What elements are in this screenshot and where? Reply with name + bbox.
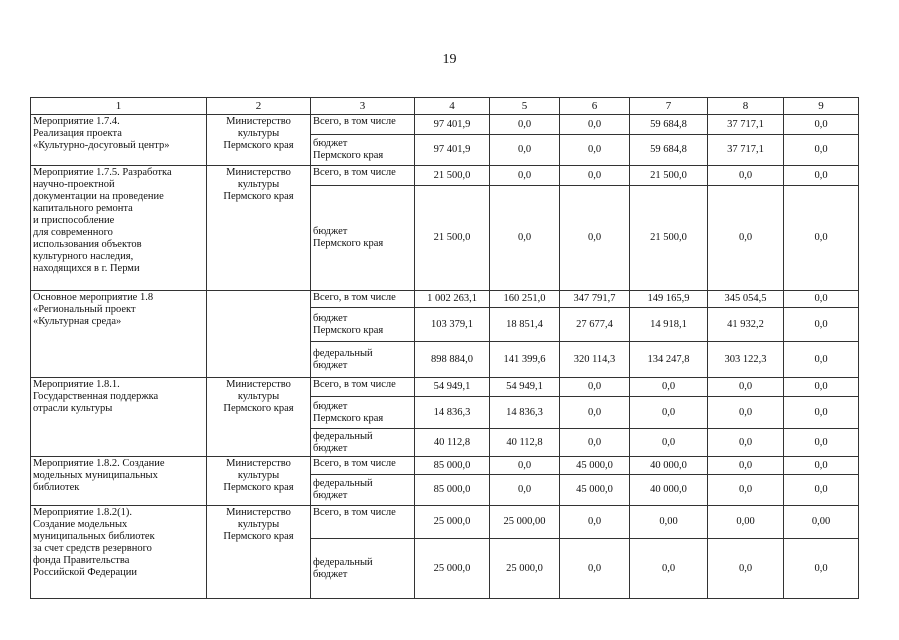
value-cell: 0,0 xyxy=(490,135,560,166)
value-cell: 18 851,4 xyxy=(490,308,560,342)
header-cell: 1 xyxy=(31,98,207,115)
value-cell: 0,0 xyxy=(560,397,630,429)
value-cell: 0,0 xyxy=(630,539,708,599)
funding-source-cell: федеральный бюджет xyxy=(311,475,415,506)
value-cell: 0,00 xyxy=(630,506,708,539)
value-cell: 25 000,0 xyxy=(415,506,490,539)
value-cell: 0,0 xyxy=(784,539,859,599)
value-cell: 25 000,0 xyxy=(490,539,560,599)
value-cell: 0,0 xyxy=(784,429,859,457)
value-cell: 14 836,3 xyxy=(415,397,490,429)
funding-source-cell: Всего, в том числе xyxy=(311,506,415,539)
header-cell: 9 xyxy=(784,98,859,115)
value-cell: 0,0 xyxy=(560,186,630,291)
value-cell: 160 251,0 xyxy=(490,291,560,308)
activity-name-cell: Мероприятие 1.8.1. Государственная поддержка отрасли культуры xyxy=(31,378,207,457)
header-cell: 5 xyxy=(490,98,560,115)
header-cell: 7 xyxy=(630,98,708,115)
header-cell: 2 xyxy=(207,98,311,115)
value-cell: 0,00 xyxy=(708,506,784,539)
value-cell: 27 677,4 xyxy=(560,308,630,342)
value-cell: 40 112,8 xyxy=(490,429,560,457)
value-cell: 0,0 xyxy=(560,135,630,166)
value-cell: 41 932,2 xyxy=(708,308,784,342)
value-cell: 37 717,1 xyxy=(708,135,784,166)
value-cell: 0,0 xyxy=(490,475,560,506)
table-row xyxy=(31,115,859,135)
value-cell: 97 401,9 xyxy=(415,115,490,135)
value-cell: 54 949,1 xyxy=(490,378,560,397)
value-cell: 97 401,9 xyxy=(415,135,490,166)
value-cell: 25 000,0 xyxy=(415,539,490,599)
value-cell: 0,0 xyxy=(560,115,630,135)
value-cell: 0,0 xyxy=(708,166,784,186)
table-row xyxy=(31,291,859,308)
funding-source-cell: бюджет Пермского края xyxy=(311,135,415,166)
header-cell: 8 xyxy=(708,98,784,115)
value-cell: 40 000,0 xyxy=(630,475,708,506)
value-cell: 345 054,5 xyxy=(708,291,784,308)
value-cell: 59 684,8 xyxy=(630,135,708,166)
table-row xyxy=(31,457,859,475)
funding-source-cell: Всего, в том числе xyxy=(311,166,415,186)
value-cell: 14 836,3 xyxy=(490,397,560,429)
value-cell: 37 717,1 xyxy=(708,115,784,135)
funding-source-cell: федеральный бюджет xyxy=(311,429,415,457)
value-cell: 45 000,0 xyxy=(560,475,630,506)
header-cell: 4 xyxy=(415,98,490,115)
value-cell: 85 000,0 xyxy=(415,475,490,506)
activity-name-cell: Мероприятие 1.7.4. Реализация проекта «Культурно-досуговый центр» xyxy=(31,115,207,166)
value-cell: 0,0 xyxy=(784,291,859,308)
value-cell: 21 500,0 xyxy=(630,186,708,291)
activity-name-cell: Мероприятие 1.8.2(1). Создание модельных муниципальных библиотек за счет средств резервного фонда Правительства Российской Федерации xyxy=(31,506,207,599)
value-cell: 149 165,9 xyxy=(630,291,708,308)
value-cell: 0,0 xyxy=(490,166,560,186)
page-number: 19 xyxy=(442,52,457,67)
value-cell: 320 114,3 xyxy=(560,342,630,378)
funding-source-cell: Всего, в том числе xyxy=(311,115,415,135)
value-cell: 14 918,1 xyxy=(630,308,708,342)
value-cell: 303 122,3 xyxy=(708,342,784,378)
value-cell: 0,0 xyxy=(708,539,784,599)
value-cell: 0,0 xyxy=(708,457,784,475)
funding-source-cell: федеральный бюджет xyxy=(311,342,415,378)
value-cell: 0,0 xyxy=(784,166,859,186)
value-cell: 0,0 xyxy=(708,397,784,429)
value-cell: 0,0 xyxy=(560,506,630,539)
value-cell: 85 000,0 xyxy=(415,457,490,475)
executor-cell: Министерство культуры Пермского края xyxy=(207,166,311,291)
value-cell: 0,0 xyxy=(560,378,630,397)
value-cell: 0,0 xyxy=(708,186,784,291)
value-cell: 40 112,8 xyxy=(415,429,490,457)
value-cell: 21 500,0 xyxy=(415,166,490,186)
activity-name-cell: Мероприятие 1.8.2. Создание модельных муниципальных библиотек xyxy=(31,457,207,506)
value-cell: 0,0 xyxy=(784,475,859,506)
value-cell: 141 399,6 xyxy=(490,342,560,378)
value-cell: 40 000,0 xyxy=(630,457,708,475)
value-cell: 45 000,0 xyxy=(560,457,630,475)
value-cell: 0,0 xyxy=(784,135,859,166)
value-cell: 103 379,1 xyxy=(415,308,490,342)
value-cell: 0,0 xyxy=(490,115,560,135)
value-cell: 25 000,00 xyxy=(490,506,560,539)
value-cell: 0,0 xyxy=(784,397,859,429)
executor-cell xyxy=(207,291,311,378)
value-cell: 0,00 xyxy=(784,506,859,539)
value-cell: 0,0 xyxy=(784,308,859,342)
value-cell: 0,0 xyxy=(630,397,708,429)
value-cell: 0,0 xyxy=(784,342,859,378)
value-cell: 0,0 xyxy=(784,378,859,397)
value-cell: 0,0 xyxy=(784,457,859,475)
value-cell: 347 791,7 xyxy=(560,291,630,308)
executor-cell: Министерство культуры Пермского края xyxy=(207,115,311,166)
value-cell: 0,0 xyxy=(708,378,784,397)
header-cell: 3 xyxy=(311,98,415,115)
funding-source-cell: Всего, в том числе xyxy=(311,457,415,475)
activity-name-cell: Основное мероприятие 1.8 «Региональный проект «Культурная среда» xyxy=(31,291,207,378)
value-cell: 54 949,1 xyxy=(415,378,490,397)
table-row xyxy=(31,378,859,397)
value-cell: 0,0 xyxy=(708,429,784,457)
header-cell: 6 xyxy=(560,98,630,115)
header-row xyxy=(31,98,859,115)
value-cell: 134 247,8 xyxy=(630,342,708,378)
value-cell: 0,0 xyxy=(490,457,560,475)
funding-source-cell: Всего, в том числе xyxy=(311,378,415,397)
funding-source-cell: бюджет Пермского края xyxy=(311,308,415,342)
value-cell: 1 002 263,1 xyxy=(415,291,490,308)
value-cell: 21 500,0 xyxy=(415,186,490,291)
value-cell: 21 500,0 xyxy=(630,166,708,186)
funding-source-cell: бюджет Пермского края xyxy=(311,397,415,429)
value-cell: 0,0 xyxy=(630,378,708,397)
value-cell: 0,0 xyxy=(630,429,708,457)
executor-cell: Министерство культуры Пермского края xyxy=(207,506,311,599)
funding-source-cell: федеральный бюджет xyxy=(311,539,415,599)
value-cell: 59 684,8 xyxy=(630,115,708,135)
table-row xyxy=(31,506,859,539)
funding-source-cell: бюджет Пермского края xyxy=(311,186,415,291)
value-cell: 0,0 xyxy=(708,475,784,506)
budget-table xyxy=(30,97,859,599)
executor-cell: Министерство культуры Пермского края xyxy=(207,457,311,506)
funding-source-cell: Всего, в том числе xyxy=(311,291,415,308)
value-cell: 0,0 xyxy=(784,186,859,291)
value-cell: 0,0 xyxy=(560,429,630,457)
value-cell: 0,0 xyxy=(560,539,630,599)
value-cell: 0,0 xyxy=(560,166,630,186)
table-row xyxy=(31,166,859,186)
value-cell: 0,0 xyxy=(784,115,859,135)
value-cell: 0,0 xyxy=(490,186,560,291)
executor-cell: Министерство культуры Пермского края xyxy=(207,378,311,457)
value-cell: 898 884,0 xyxy=(415,342,490,378)
activity-name-cell: Мероприятие 1.7.5. Разработка научно-проектной документации на проведение капитального ремонта и приспособление для современного использования объектов культурного наследия, находящихся в г. Перми xyxy=(31,166,207,291)
